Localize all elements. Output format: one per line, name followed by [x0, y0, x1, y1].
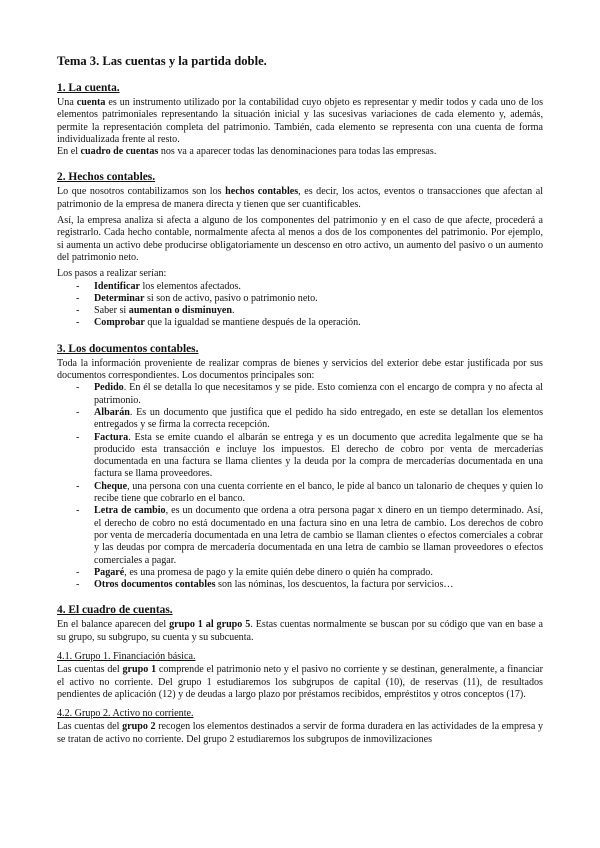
list-item: - Factura. Esta se emite cuando el albarán se entrega y es un documento que acredita legalmente que se ha producido esta transacción e incluye los impuestos. El derecho de cobro por venta de mercaderías documentada en una factura se llama clientes y la deuda por la compra de mercaderías documentada en una factura se llama proveedores.	[76, 431, 543, 480]
steps-list	[57, 281, 543, 330]
section-documentos-contables	[57, 342, 543, 592]
list-item: - Albarán. Es un documento que justifica que el pedido ha sido entregado, en este se detallan los elementos entregados y se firma la correcta recepción.	[76, 406, 543, 431]
section-la-cuenta	[57, 81, 543, 158]
list-item: - Pedido. En él se detalla lo que necesitamos y se pide. Esto comienza con el encargo de compra y no afecta al patrimonio.	[76, 382, 543, 406]
subsection-grupo-2	[57, 708, 543, 746]
list-item: - Cheque, una persona con una cuenta corriente en el banco, le pide al banco un talonario de cheques y quien lo recibe tiene que cobrarlo en el banco.	[76, 480, 543, 505]
section-heading: 4. El cuadro de cuentas.	[57, 604, 173, 617]
list-item: - Letra de cambio, es un documento que ordena a otra persona pagar x dinero en un tiempo determinado. Así, el derecho de cobro no está documentado en una factura sino en una letra de cambio. Los derechos de cobro por venta de mercadería documentada en una letra de cambio se llaman clientes o efectos comerciales a cobrar y las deudas por compra de mercadería documentada en una letra de cambio se llaman proveedores o efectos comerciales a pagar.	[76, 505, 543, 566]
section-heading: 2. Hechos contables.	[57, 171, 156, 184]
section-cuadro-de-cuentas	[57, 603, 543, 746]
paragraph: En el balance aparecen del grupo 1 al grupo 5. Estas cuentas normalmente se buscan por su código que van en base a su grupo, su subgrupo, su cuenta y su subcuenta.	[57, 619, 543, 643]
subsection-heading: 4.2. Grupo 2. Activo no corriente.	[57, 708, 194, 720]
subsection-grupo-1	[57, 651, 543, 701]
paragraph: Lo que nosotros contabilizamos son los hechos contables, es decir, los actos, eventos o transacciones que afectan al patrimonio de la empresa de manera directa y tienen que ser cuantificables.	[57, 186, 543, 210]
section-heading: 1. La cuenta.	[57, 82, 120, 94]
paragraph: Las cuentas del grupo 1 comprende el patrimonio neto y el pasivo no corriente y se destinan, generalmente, a financiar el activo no corriente. Del grupo 1 estudiaremos los subgrupos de capital (10), de reservas (11), de resultados pendientes de aplicación (12) y de deudas a largo plazo por préstamos recibidos, empréstitos y otros conceptos (17).	[57, 664, 544, 700]
list-item: - Pagaré, es una promesa de pago y la emite quién debe dinero o quién ha comprado.	[76, 566, 433, 578]
document-page	[57, 54, 543, 746]
list-item: - Saber si aumentan o disminuyen.	[76, 305, 235, 317]
subsection-heading: 4.1. Grupo 1. Financiación básica.	[57, 650, 196, 662]
paragraph: Los pasos a realizar serían:	[57, 268, 167, 280]
paragraph: Una cuenta es un instrumento utilizado por la contabilidad cuyo objeto es representar y medir todos y cada uno de los elementos patrimoniales representando la situación inicial y las sucesivas variaciones de cada elemento y, además, permite la representación completa del patrimonio. También, cada elemento se representa con una cuenta de forma individualizada frente al resto.	[57, 97, 544, 145]
paragraph: Las cuentas del grupo 2 recogen los elementos destinados a servir de forma duradera en las actividades de la empresa y se tratan de activo no corriente. Del grupo 2 estudiaremos los subgrupos de inmovilizaciones	[57, 721, 543, 745]
list-item: - Comprobar que la igualdad se mantiene después de la operación.	[76, 317, 361, 329]
paragraph: En el cuadro de cuentas nos va a aparecer todas las denominaciones para todas las empresas.	[57, 146, 437, 158]
section-heading: 3. Los documentos contables.	[57, 342, 199, 355]
document-title: Tema 3. Las cuentas y la partida doble.	[57, 54, 267, 68]
section-hechos-contables	[57, 170, 543, 329]
list-item: - Otros documentos contables son las nóminas, los descuentos, la factura por servicios…	[76, 579, 454, 591]
list-item: - Identificar los elementos afectados.	[76, 280, 241, 292]
documents-list	[57, 382, 543, 591]
paragraph: Así, la empresa analiza si afecta a alguno de los componentes del patrimonio y en el caso de que afecte, procederá a registrarlo. Cada hecho contable, normalmente afecta al menos a dos de los componentes del patrimonio. Por ejemplo, si aumenta un activo debe producirse obligatoriamente un descenso en otro activo, un aumento del pasivo o un aumento del patrimonio neto.	[57, 215, 543, 263]
paragraph: Toda la información proveniente de realizar compras de bienes y servicios del exterior debe estar justificada por sus documentos correspondientes. Los documentos principales son:	[57, 357, 543, 382]
list-item: - Determinar si son de activo, pasivo o patrimonio neto.	[76, 292, 318, 304]
